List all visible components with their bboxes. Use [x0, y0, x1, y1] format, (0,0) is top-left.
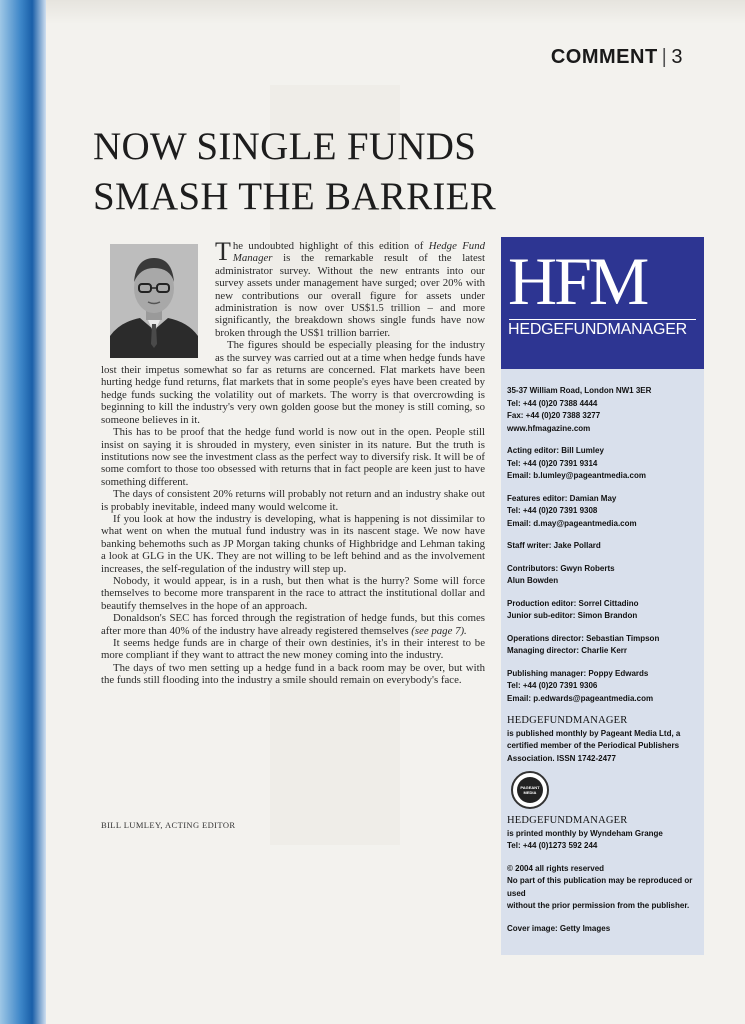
section-label: COMMENT	[550, 46, 658, 68]
email-link[interactable]: Email: p.edwards@pageantmedia.com	[507, 693, 654, 703]
contact-block: 35-37 William Road, London NW1 3ER Tel: +44 (0)20 7388 4444 Fax: +44 (0)20 7388 3277 www.hfmagazine.com	[507, 385, 698, 435]
article-paragraph: Donaldson's SEC has forced through the registration of hedge funds, but this comes after more than 40% of the industry have already registered themselves (see page 7).	[101, 612, 485, 637]
article-paragraph: This has to be proof that the hedge fund world is now out in the open. People still insist on saying it is shrouded in mystery, even sinister in its nature. But the truth is institutions now see the investment class as the perfect way to diversify risk. It will be of some comfort to those too obsessed with returns that in fact people are keen just to have something different.	[101, 426, 485, 488]
article-paragraph: The days of two men setting up a hedge fund in a back room may be over, but with the funds still flooding into the industry a smile should remain on everybody's face.	[101, 661, 485, 687]
hfm-logo: HFM	[508, 243, 647, 319]
header-separator: |	[661, 46, 668, 68]
publication-title-italic: Hedge Fund Manager	[232, 240, 486, 265]
article-paragraph: The figures should be especially pleasing for the industry as the survey was carried out at a time when hedge funds have lost their impetus somewhat so far as returns are concerned. Flat markets have been hurting hedge fund returns, flat markets that in some people's eyes have been created by hedge funds sucking the volatility out of markets. The worry is that overcrowding is beginning to kill the industry's very own golden goose but the money is still coming, so someone believes in it.	[101, 339, 485, 426]
section-header	[551, 46, 683, 69]
website-link[interactable]: www.hfmagazine.com	[507, 423, 591, 433]
contributors-block: Contributors: Gwyn Roberts Alun Bowden	[507, 563, 615, 585]
editorial-article	[101, 237, 486, 687]
magazine-name: HEDGEFUNDMANAGER	[508, 321, 688, 338]
page-edge-decoration	[0, 0, 46, 1024]
features-editor-block: Features editor: Damian May Tel: +44 (0)20 7391 9308 Email: d.may@pageantmedia.com	[507, 493, 698, 531]
hfm-logo-block	[501, 237, 704, 369]
publishing-block: Publishing manager: Poppy Edwards Tel: +44 (0)20 7391 9306 Email: p.edwards@pageantmedia.com	[507, 668, 698, 706]
article-paragraph: It seems hedge funds are in charge of their own destinies, it's in their interest to be more compliant if they want to attract the new money coming into the industry.	[101, 637, 485, 662]
page-title	[93, 122, 496, 222]
cover-credit: Cover image: Getty Images	[507, 923, 611, 933]
photo-spacer	[101, 240, 215, 361]
production-block: Production editor: Sorrel Cittadino Junior sub-editor: Simon Brandon	[507, 598, 639, 620]
article-paragraph: If you look at how the industry is developing, what is happening is not dissimilar to what went on when the mutual fund industry was in its nascent stage. We now have banking behemoths such as JP Morgan taking chunks of Highbridge and Lehman taking a look at GLG in the UK. They are not willing to be left behind and as the involvement increases, the self-regulation of the industry will step up.	[101, 512, 485, 575]
acting-editor-block: Acting editor: Bill Lumley Tel: +44 (0)20 7391 9314 Email: b.lumley@pageantmedia.com	[507, 445, 698, 483]
title-line-2: SMASH THE BARRIER	[93, 175, 497, 218]
masthead-sidebar	[501, 237, 704, 955]
article-paragraph: The days of consistent 20% returns will probably not return and an industry shake out is probably inevitable, indeed many would welcome it.	[101, 488, 485, 513]
directors-block: Operations director: Sebastian Timpson Managing director: Charlie Kerr	[507, 633, 660, 655]
copyright-block: © 2004 all rights reserved No part of this publication may be reproduced or used without the prior permission from the publisher.	[507, 863, 693, 910]
email-link[interactable]: Email: d.may@pageantmedia.com	[507, 518, 637, 528]
page-reference: (see page 7).	[411, 624, 467, 637]
badge-label: PAGEANT MEDIA	[517, 777, 543, 803]
drop-cap: T	[215, 237, 231, 266]
printer-block: HEDGEFUNDMANAGER is printed monthly by Wyndeham Grange Tel: +44 (0)1273 592 244	[507, 815, 663, 850]
pageant-media-logo-icon	[511, 771, 549, 809]
logo-divider	[509, 319, 696, 320]
page-top-shadow	[46, 0, 745, 24]
page-number: 3	[671, 46, 683, 68]
staff-writer-block: Staff writer: Jake Pollard	[507, 541, 601, 550]
email-link[interactable]: Email: b.lumley@pageantmedia.com	[507, 471, 646, 480]
title-line-1: NOW SINGLE FUNDS	[93, 125, 477, 168]
article-paragraph: The undoubted highlight of this edition of Hedge Fund Manager is the remarkable result of the latest administrator survey. Without the new entrants into our survey assets under management have surged; over 20% with new contributions our overall figure for assets under administration is now over US$1.5 trillion – and more significantly, the breakdown shows single funds have now broken through the US$1 trillion barrier.	[215, 237, 486, 339]
publisher-block: HEDGEFUNDMANAGER is published monthly by Pageant Media Ltd, a certified member of the Periodical Publishers Association. ISSN 1742-2477	[507, 715, 681, 763]
masthead-details	[501, 385, 704, 935]
author-signoff: BILL LUMLEY, ACTING EDITOR	[101, 820, 236, 830]
article-paragraph: Nobody, it would appear, is in a rush, but then what is the hurry? Some will force themselves to become more transparent in the race to attract the institutional dollar and beautify themselves in the hope of an approach.	[101, 574, 485, 612]
